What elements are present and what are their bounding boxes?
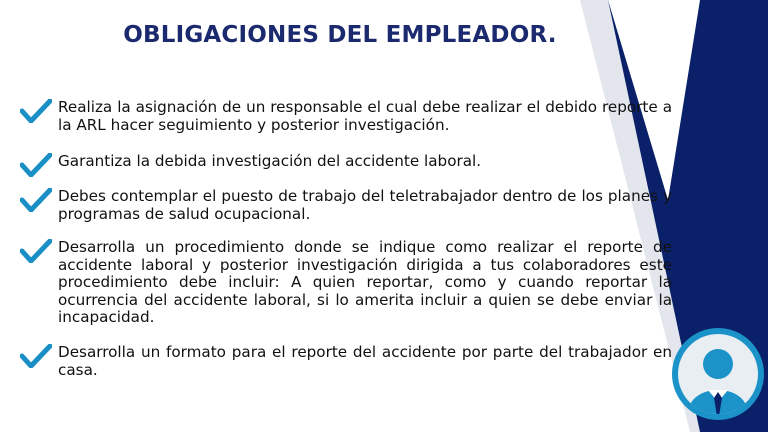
- list-item: [20, 239, 672, 327]
- avatar-head: [703, 349, 733, 379]
- item-text: Debes contemplar el puesto de trabajo del teletrabajador dentro de los planes y programas de salud ocupacional.: [58, 187, 672, 223]
- check-mark-icon: [20, 188, 52, 212]
- item-text: Desarrolla un formato para el reporte del accidente por parte del trabajador en casa.: [58, 343, 672, 379]
- check-mark-icon: [20, 153, 52, 177]
- user-avatar-icon: [670, 326, 766, 422]
- item-text: Realiza la asignación de un responsable el cual debe realizar el debido reporte a la ARL hacer seguimiento y posterior investigación.: [58, 98, 672, 134]
- check-mark-icon: [20, 239, 52, 263]
- list-item: [20, 153, 672, 171]
- list-item: [20, 344, 672, 379]
- page-title: OBLIGACIONES DEL EMPLEADOR.: [123, 22, 557, 48]
- check-mark-icon: [20, 344, 52, 368]
- item-text: Desarrolla un procedimiento donde se indique como realizar el reporte de accidente laboral y posterior investigación dirigida a tus colaboradores este procedimiento debe incluir: A quien reportar, como y cuando reportar la ocurrencia del accidente laboral, si lo amerita incluir a quien se debe enviar la incapacidad.: [58, 238, 672, 326]
- check-mark-icon: [20, 99, 52, 123]
- list-item: [20, 99, 672, 134]
- item-text: Garantiza la debida investigación del accidente laboral.: [58, 152, 482, 170]
- list-item: [20, 188, 672, 223]
